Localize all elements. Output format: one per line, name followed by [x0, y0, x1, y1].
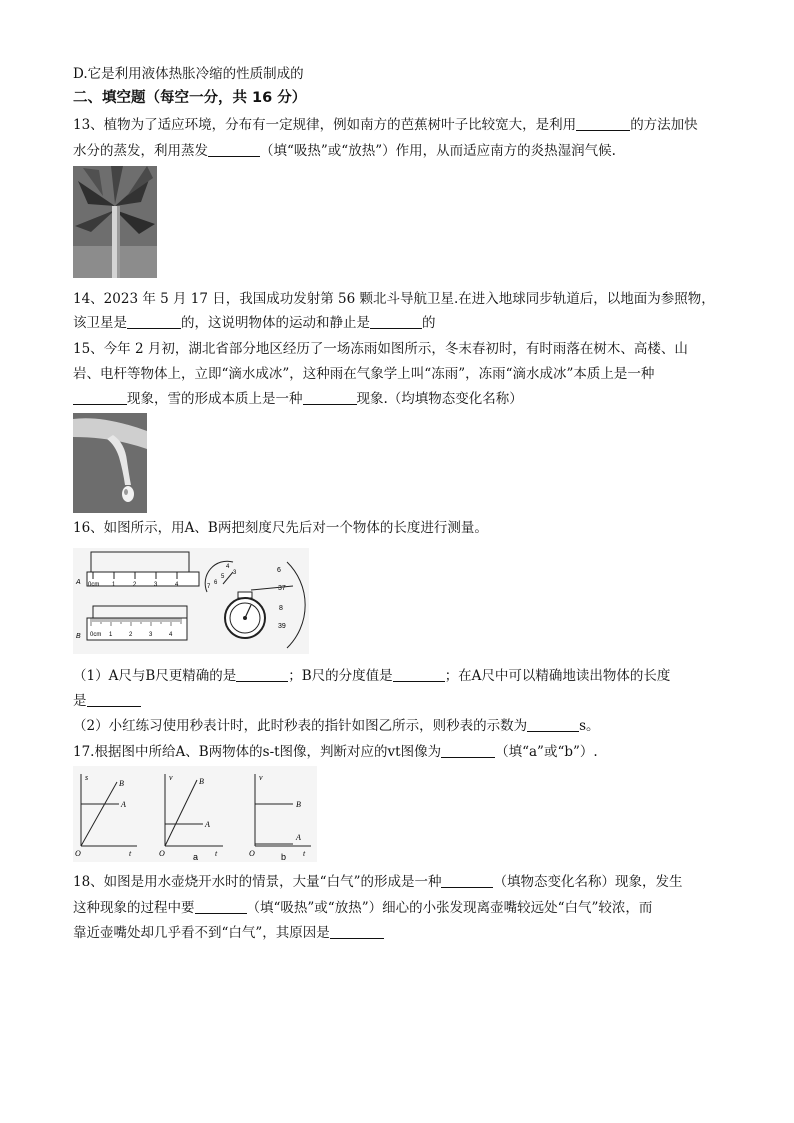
- ruler-b-label: B: [76, 633, 81, 640]
- svg-text:5: 5: [221, 574, 225, 580]
- svg-text:0cm: 0cm: [90, 632, 102, 638]
- freezing-rain-photo: [73, 413, 147, 513]
- svg-text:1: 1: [112, 582, 116, 588]
- svg-text:t: t: [215, 849, 218, 858]
- answer-blank[interactable]: [208, 142, 260, 157]
- answer-blank[interactable]: [576, 116, 630, 131]
- svg-text:O: O: [159, 849, 165, 858]
- answer-blank[interactable]: [370, 314, 422, 329]
- q18-line1: 18、如图是用水壶烧开水时的情景，大量“白气”的形成是一种 （填物态变化名称）现象，发生: [73, 874, 683, 890]
- q14-line2: 该卫星是 的，这说明物体的运动和静止是 的: [73, 315, 436, 331]
- graph-a-caption: a: [193, 852, 199, 862]
- svg-text:4: 4: [169, 632, 173, 638]
- q17-line1: 17.根据图中所给A、B两物体的s-t图像，判断对应的vt图像为 （填“a”或“b”）.: [73, 744, 598, 760]
- svg-text:3: 3: [154, 582, 158, 588]
- svg-text:t: t: [129, 849, 132, 858]
- ruler-a: [87, 572, 199, 586]
- svg-text:A: A: [205, 820, 210, 829]
- answer-blank[interactable]: [441, 873, 493, 888]
- graph-b-caption: b: [281, 852, 287, 862]
- motion-graphs-figure: [73, 766, 317, 862]
- answer-blank[interactable]: [330, 924, 384, 939]
- answer-blank[interactable]: [527, 717, 579, 732]
- answer-blank[interactable]: [73, 390, 127, 405]
- svg-text:6: 6: [277, 567, 281, 574]
- svg-text:O: O: [75, 849, 81, 858]
- svg-text:A: A: [121, 800, 126, 809]
- svg-text:B: B: [199, 777, 204, 786]
- q15-line3: 现象，雪的形成本质上是一种 现象.（均填物态变化名称）: [73, 389, 523, 409]
- ruler-a-label: A: [76, 579, 81, 586]
- svg-text:4: 4: [226, 564, 230, 570]
- svg-text:3: 3: [149, 632, 153, 638]
- svg-text:1: 1: [109, 632, 113, 638]
- svg-text:37: 37: [278, 585, 286, 592]
- banana-tree-photo: [73, 166, 157, 278]
- svg-text:v: v: [259, 773, 263, 782]
- q16-part1-cont: 是: [73, 691, 141, 711]
- q16-line1: 16、如图所示，用A、B两把刻度尺先后对一个物体的长度进行测量。: [73, 520, 488, 536]
- q15-line2: 岩、电杆等物体上，立即“滴水成冰”，这种雨在气象学上叫“冻雨”，冻雨“滴水成冰”本质上是一种: [73, 366, 655, 382]
- section-title: 二、填空题（每空一分，共 16 分）: [73, 90, 307, 106]
- svg-text:t: t: [303, 849, 306, 858]
- q18-line2: 这种现象的过程中要 （填“吸热”或“放热”）细心的小张发现离壶嘴较远处“白气”较浓，而: [73, 900, 653, 916]
- svg-text:A: A: [296, 833, 301, 842]
- q14-line1: 14、2023 年 5 月 17 日，我国成功发射第 56 颗北斗导航卫星.在进入地球同步轨道后，以地面为参照物，: [73, 291, 715, 307]
- q13-line1: 13、植物为了适应环境，分布有一定规律，例如南方的芭蕉树叶子比较宽大，是利用 的方法加快: [73, 117, 698, 133]
- svg-text:2: 2: [133, 582, 137, 588]
- ruler-stopwatch-figure: [73, 548, 309, 654]
- answer-blank[interactable]: [441, 743, 495, 758]
- answer-blank[interactable]: [195, 899, 247, 914]
- svg-text:7: 7: [207, 584, 211, 590]
- svg-text:B: B: [119, 779, 124, 788]
- option-d: D.它是利用液体热胀冷缩的性质制成的: [73, 66, 304, 82]
- svg-text:0cm: 0cm: [88, 582, 100, 588]
- answer-blank[interactable]: [127, 314, 181, 329]
- svg-text:2: 2: [129, 632, 133, 638]
- svg-text:4: 4: [175, 582, 179, 588]
- svg-text:B: B: [296, 800, 301, 809]
- answer-blank[interactable]: [303, 390, 357, 405]
- svg-text:s: s: [85, 773, 89, 782]
- q16-part1: （1）A尺与B尺更精确的是 ；B尺的分度值是 ；在A尺中可以精确地读出物体的长度: [73, 668, 671, 684]
- answer-blank[interactable]: [393, 667, 445, 682]
- q13-line2: 水分的蒸发，利用蒸发 （填“吸热”或“放热”）作用，从而适应南方的炎热湿润气候.: [73, 143, 616, 159]
- svg-text:6: 6: [214, 580, 218, 586]
- q15-line1: 15、今年 2 月初，湖北省部分地区经历了一场冻雨如图所示，冬末春初时，有时雨落在树木、高楼、山: [73, 341, 688, 357]
- q16-part2: （2）小红练习使用秒表计时，此时秒表的指针如图乙所示，则秒表的示数为 s。: [73, 718, 600, 734]
- answer-blank[interactable]: [87, 692, 141, 707]
- answer-blank[interactable]: [236, 667, 288, 682]
- svg-text:v: v: [169, 773, 173, 782]
- svg-text:8: 8: [279, 605, 283, 612]
- svg-text:O: O: [249, 849, 255, 858]
- q18-line3: 靠近壶嘴处却几乎看不到“白气”，其原因是: [73, 923, 384, 943]
- svg-text:39: 39: [278, 623, 286, 630]
- svg-text:3: 3: [233, 570, 237, 576]
